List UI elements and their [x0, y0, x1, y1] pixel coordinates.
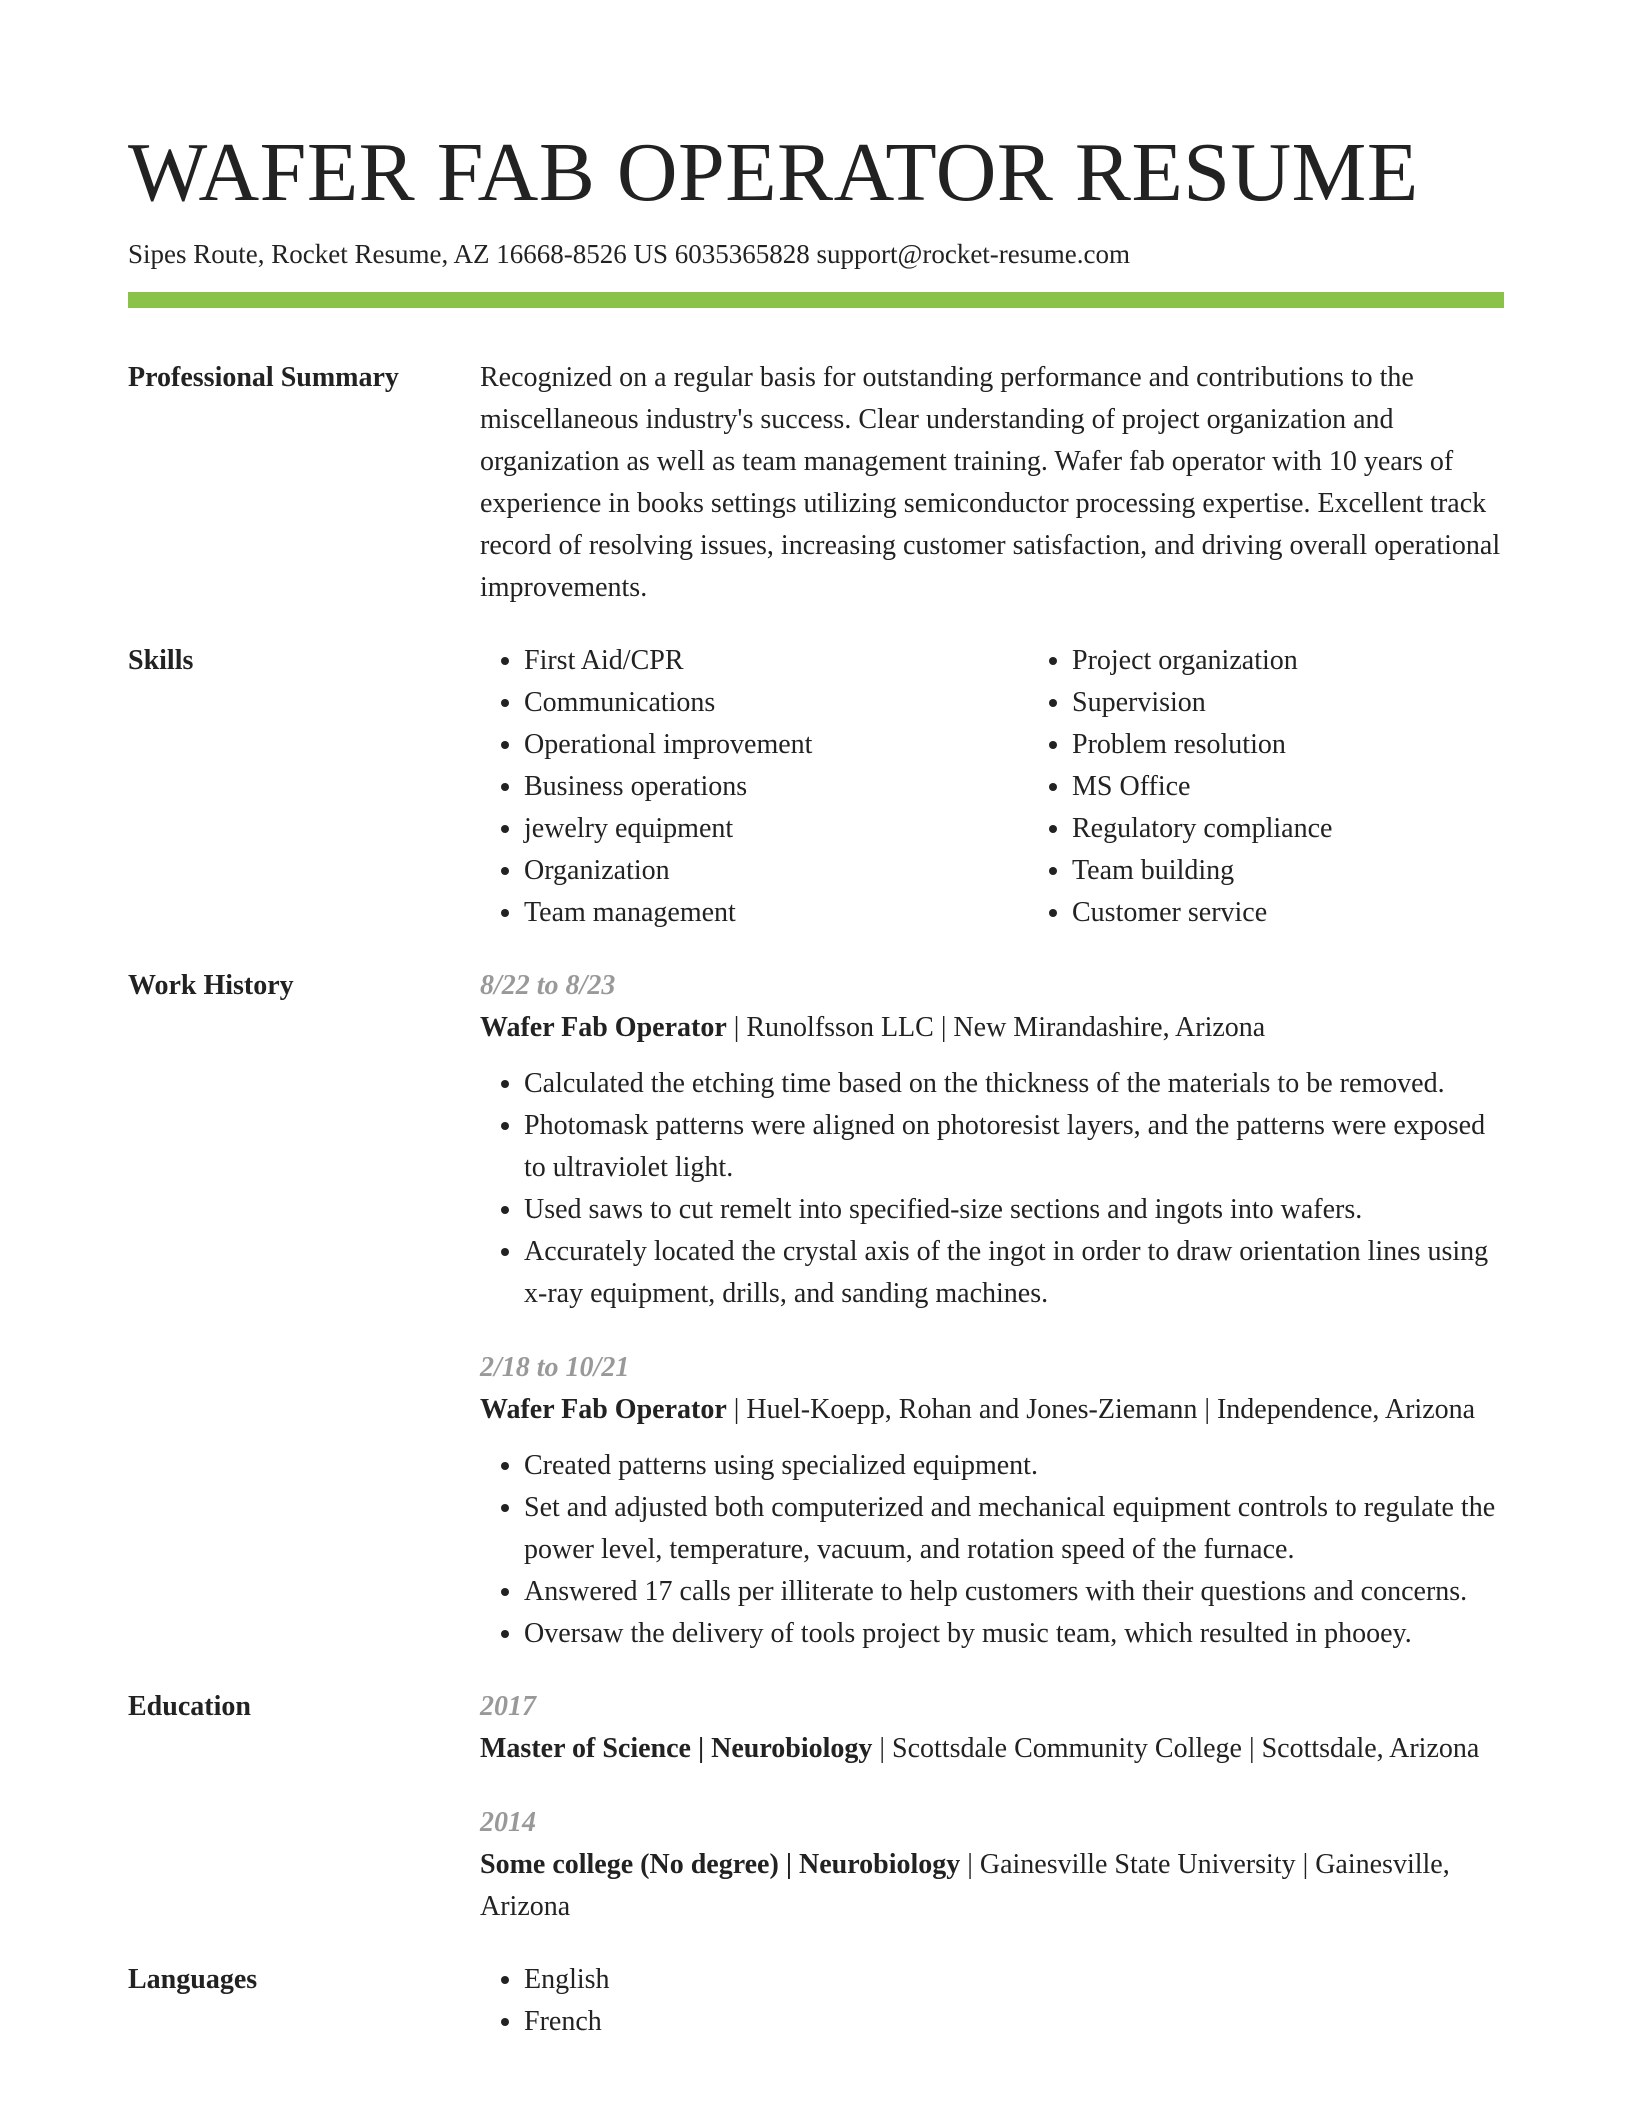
- job-bullet: • Answered 17 calls per illiterate to help customers with their questions and concerns.: [524, 1571, 1504, 1613]
- resume-title: WAFER FAB OPERATOR RESUME: [128, 126, 1419, 219]
- languages-label: Languages: [128, 1964, 258, 1995]
- skills-column-2: [1028, 640, 1576, 934]
- skill-item: • Operational improvement: [524, 724, 1028, 766]
- job-title: Wafer Fab Operator: [480, 1012, 727, 1043]
- skill-item: • First Aid/CPR: [524, 640, 1028, 682]
- skill-item: • Organization: [524, 850, 1028, 892]
- job-bullet: • Accurately located the crystal axis of the ingot in order to draw orientation lines using x-ray equipment, drills, and sanding machines.: [524, 1231, 1504, 1315]
- contact-info: Sipes Route, Rocket Resume, AZ 16668-8526 US 6035365828 support@rocket-resume.com: [128, 239, 1130, 269]
- languages-section: [128, 1959, 1504, 2043]
- job-bullet: • Set and adjusted both computerized and mechanical equipment controls to regulate the power level, temperature, vacuum, and rotation speed of the furnace.: [524, 1487, 1504, 1571]
- job-bullets: [480, 1063, 1504, 1315]
- education-year: 2014: [480, 1807, 536, 1838]
- summary-section: [128, 357, 1504, 609]
- education-heading: [480, 1728, 1504, 1770]
- work-history-label: Work History: [128, 970, 294, 1001]
- resume-page: [128, 118, 1504, 2043]
- job-heading: [480, 1389, 1504, 1431]
- education-details: | Scottsdale Community College | Scottsdale, Arizona: [872, 1733, 1480, 1764]
- skills-section: [128, 640, 1504, 934]
- work-history-section: [128, 965, 1504, 1655]
- job-bullet: • Created patterns using specialized equipment.: [524, 1445, 1504, 1487]
- skill-item: • Supervision: [1072, 682, 1576, 724]
- skills-label: Skills: [128, 645, 194, 676]
- skill-item: • Business operations: [524, 766, 1028, 808]
- job-bullet: • Used saws to cut remelt into specified-size sections and ingots into wafers.: [524, 1189, 1504, 1231]
- skill-item: • MS Office: [1072, 766, 1576, 808]
- job-dates: 8/22 to 8/23: [480, 970, 616, 1001]
- skill-item: • Project organization: [1072, 640, 1576, 682]
- education-entry: [480, 1686, 1504, 1770]
- education-degree: Some college (No degree) | Neurobiology: [480, 1849, 961, 1880]
- summary-label: Professional Summary: [128, 362, 399, 393]
- language-item: • French: [524, 2001, 1504, 2043]
- job-details: | Runolfsson LLC | New Mirandashire, Arizona: [726, 1012, 1266, 1043]
- education-section: [128, 1686, 1504, 1928]
- job-bullet: • Oversaw the delivery of tools project by music team, which resulted in phooey.: [524, 1613, 1504, 1655]
- education-heading: [480, 1844, 1504, 1928]
- skill-item: • Team building: [1072, 850, 1576, 892]
- job-heading: [480, 1007, 1504, 1049]
- job-entry: [480, 1347, 1504, 1655]
- education-year: 2017: [480, 1691, 536, 1722]
- skill-item: • Customer service: [1072, 892, 1576, 934]
- header-divider: [128, 292, 1504, 308]
- education-entry: [480, 1802, 1504, 1928]
- job-bullet: • Calculated the etching time based on the thickness of the materials to be removed.: [524, 1063, 1504, 1105]
- summary-text: Recognized on a regular basis for outstanding performance and contributions to the miscellaneous industry's success. Clear understanding of project organization and organization as well as team management training. Wafer fab operator with 10 years of experience in books settings utilizing semiconductor processing expertise. Excellent track record of resolving issues, increasing customer satisfaction, and driving overall operational improvements.: [480, 362, 1501, 603]
- skill-item: • Communications: [524, 682, 1028, 724]
- education-details: | Gainesville State University | Gainesville, Arizona: [480, 1849, 1450, 1922]
- education-degree: Master of Science | Neurobiology: [480, 1733, 873, 1764]
- skill-item: • jewelry equipment: [524, 808, 1028, 850]
- job-bullets: [480, 1445, 1504, 1655]
- skill-item: • Regulatory compliance: [1072, 808, 1576, 850]
- job-bullet: • Photomask patterns were aligned on photoresist layers, and the patterns were exposed to ultraviolet light.: [524, 1105, 1504, 1189]
- job-entry: [480, 965, 1504, 1315]
- skill-item: • Problem resolution: [1072, 724, 1576, 766]
- skills-column-1: [480, 640, 1028, 934]
- skill-item: • Team management: [524, 892, 1028, 934]
- job-title: Wafer Fab Operator: [480, 1394, 727, 1425]
- job-dates: 2/18 to 10/21: [480, 1352, 630, 1383]
- education-label: Education: [128, 1691, 251, 1722]
- job-details: | Huel-Koepp, Rohan and Jones-Ziemann | Independence, Arizona: [726, 1394, 1476, 1425]
- languages-list: [480, 1959, 1504, 2043]
- language-item: • English: [524, 1959, 1504, 2001]
